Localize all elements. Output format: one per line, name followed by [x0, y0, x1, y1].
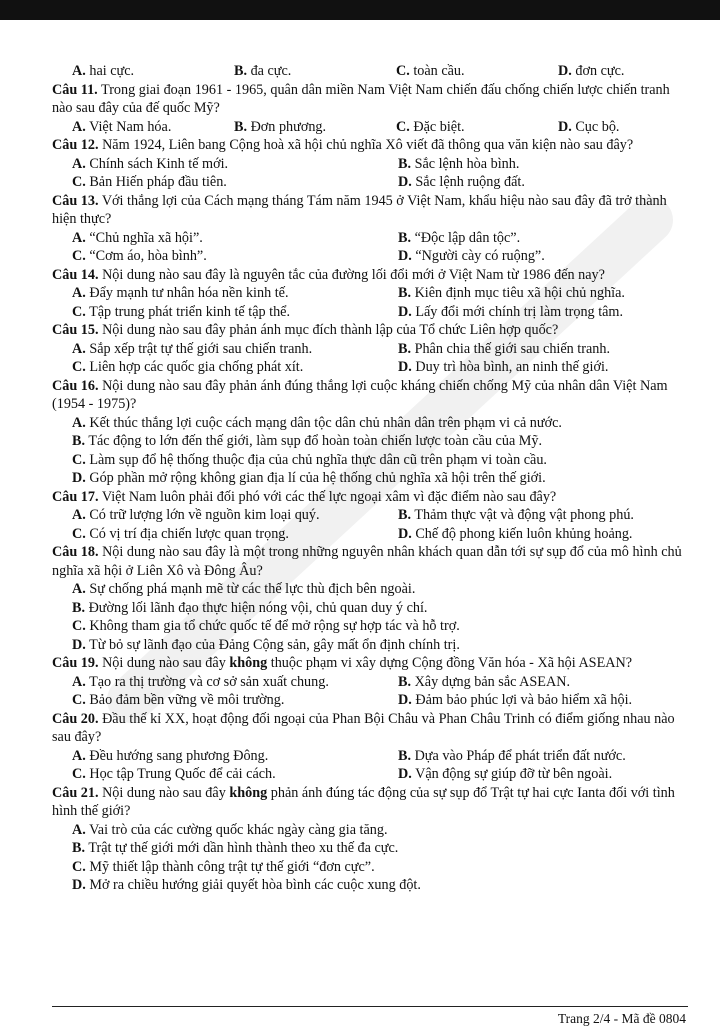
- option-label: D.: [398, 525, 412, 542]
- option-b[interactable]: [72, 432, 542, 451]
- option-a[interactable]: [72, 155, 398, 174]
- option-label: B.: [72, 599, 86, 616]
- option-label: D.: [72, 470, 86, 486]
- question-text: [52, 266, 688, 285]
- options-row: [52, 839, 688, 858]
- options-row: [52, 340, 688, 359]
- option-c[interactable]: [72, 617, 460, 636]
- option-label: C.: [72, 451, 86, 468]
- option-d[interactable]: [558, 118, 720, 137]
- option-a[interactable]: [72, 284, 398, 303]
- option-d[interactable]: [398, 358, 720, 377]
- question-text-body: Đầu thế kỉ XX, hoạt động đối ngoại của Phan Bội Châu và Phan Châu Trinh có điểm giống nhau nào sau đây?: [52, 710, 675, 745]
- option-label: C.: [72, 766, 86, 782]
- option-b[interactable]: [72, 839, 398, 858]
- question-text: [52, 543, 688, 580]
- question-text: [52, 321, 688, 340]
- top-black-bar: [0, 0, 720, 20]
- options-row: [52, 580, 688, 599]
- question-number: Câu 18.: [52, 544, 99, 560]
- option-label: B.: [398, 340, 412, 357]
- option-text: Việt Nam hóa.: [89, 118, 172, 135]
- question-number: Câu 21.: [52, 784, 99, 801]
- exam-page: [52, 62, 688, 895]
- option-label: A.: [72, 507, 86, 523]
- option-label: B.: [398, 747, 412, 764]
- options-row: [52, 432, 688, 451]
- option-d[interactable]: D. đơn cực.: [558, 63, 625, 79]
- option-d[interactable]: [398, 303, 720, 322]
- question-text: [52, 192, 688, 229]
- option-a[interactable]: [72, 747, 398, 766]
- option-b[interactable]: [398, 155, 720, 174]
- option-text: Đường lối lãnh đạo thực hiện nóng vội, chủ quan duy ý chí.: [88, 599, 428, 616]
- option-text: Duy trì hòa bình, an ninh thế giới.: [415, 359, 609, 375]
- question-text: [52, 81, 688, 118]
- question-number: Câu 16.: [52, 377, 99, 394]
- option-label: B.: [398, 507, 412, 523]
- options-row: [52, 118, 688, 137]
- option-c[interactable]: [72, 765, 398, 784]
- option-d[interactable]: [72, 876, 421, 895]
- question-block: [52, 321, 688, 377]
- question-number: Câu 12.: [52, 137, 99, 153]
- option-text: Sắc lệnh ruộng đất.: [415, 174, 525, 190]
- option-text: Vai trò của các cường quốc khác ngày càng gia tăng.: [89, 821, 388, 838]
- option-c[interactable]: [72, 303, 398, 322]
- option-b[interactable]: B. đa cực.: [234, 63, 292, 79]
- option-label: C.: [72, 525, 86, 542]
- question-text-post: phản ánh đúng tác động của sự sụp đổ Trật tự hai cực Ianta đối với tình hình thế giới?: [52, 784, 675, 819]
- option-c[interactable]: [72, 691, 398, 710]
- option-label: A.: [72, 118, 86, 135]
- option-text: Mỹ thiết lập thành công trật tự thế giới “đơn cực”.: [89, 858, 375, 875]
- options-row: [52, 525, 688, 544]
- question-number: Câu 20.: [52, 710, 99, 727]
- options-row: [52, 636, 688, 655]
- option-d[interactable]: [398, 173, 720, 192]
- options-row: [52, 247, 688, 266]
- option-label: D.: [72, 636, 86, 653]
- question-number: Câu 15.: [52, 322, 99, 338]
- option-text: Bản Hiến pháp đầu tiên.: [89, 174, 227, 190]
- option-a[interactable]: [72, 580, 415, 599]
- option-label: A.: [72, 340, 86, 357]
- option-label: D.: [398, 303, 412, 320]
- question-text-body: Với thắng lợi của Cách mạng tháng Tám năm 1945 ở Việt Nam, khẩu hiệu nào sau đây đã trở thành hiện thực?: [52, 192, 667, 227]
- options-row: [52, 358, 688, 377]
- option-label: B.: [398, 673, 412, 690]
- option-text: Lấy đổi mới chính trị làm trọng tâm.: [415, 303, 624, 320]
- option-text: Học tập Trung Quốc để cải cách.: [89, 766, 276, 782]
- option-text: Liên hợp các quốc gia chống phát xít.: [89, 359, 304, 375]
- option-label: D.: [398, 248, 412, 264]
- option-text: Từ bỏ sự lãnh đạo của Đảng Cộng sản, gây mất ổn định chính trị.: [89, 636, 460, 653]
- question-number: Câu 14.: [52, 266, 99, 283]
- option-d[interactable]: [398, 691, 720, 710]
- option-d[interactable]: [72, 469, 546, 488]
- option-text: Có vị trí địa chiến lược quan trọng.: [89, 525, 289, 542]
- question-text: [52, 488, 688, 507]
- option-c[interactable]: [72, 451, 547, 470]
- question-text: [52, 377, 688, 414]
- option-label: C.: [396, 118, 410, 135]
- option-text: “Người cày có ruộng”.: [415, 248, 545, 264]
- options-row: [52, 765, 688, 784]
- option-label: B.: [234, 118, 248, 135]
- options-row: [52, 858, 688, 877]
- option-text: Thảm thực vật và động vật phong phú.: [414, 507, 634, 523]
- option-text: Sắc lệnh hòa bình.: [414, 155, 520, 172]
- option-label: A.: [72, 285, 86, 301]
- option-text: Có trữ lượng lớn về nguồn kim loại quý.: [89, 507, 320, 523]
- option-text: Kết thúc thắng lợi cuộc cách mạng dân tộc dân chủ nhân dân trên phạm vi cả nước.: [89, 414, 562, 431]
- option-text: Tập trung phát triển kinh tế tập thể.: [89, 303, 291, 320]
- question-text-body: Việt Nam luôn phải đối phó với các thế lực ngoại xâm vì đặc điểm nào sau đây?: [101, 488, 557, 505]
- option-a[interactable]: [72, 229, 398, 248]
- option-text: Phân chia thế giới sau chiến tranh.: [414, 340, 610, 357]
- option-c[interactable]: [72, 358, 398, 377]
- options-row: [52, 821, 688, 840]
- question-block: [52, 543, 688, 654]
- question-text-emphasis: không: [229, 784, 268, 801]
- option-d[interactable]: [398, 765, 720, 784]
- option-label: D.: [398, 692, 412, 708]
- option-label: A.: [72, 821, 86, 838]
- option-text: Làm sụp đổ hệ thống thuộc địa của chủ nghĩa thực dân cũ trên phạm vi toàn cầu.: [89, 451, 547, 468]
- option-label: A.: [72, 581, 86, 597]
- option-text: Chính sách Kinh tế mới.: [89, 155, 229, 172]
- option-text: Tạo ra thị trường và cơ sở sản xuất chung.: [89, 673, 329, 690]
- option-text: “Chủ nghĩa xã hội”.: [89, 229, 203, 246]
- question-block: [52, 710, 688, 784]
- question-block: [52, 488, 688, 544]
- option-text: Cục bộ.: [575, 118, 620, 135]
- question-text-body: Nội dung nào sau đây là một trong những nguyên nhân khách quan dẫn tới sự sụp đổ của mô hình chủ nghĩa xã hội ở Liên Xô và Đông Âu?: [52, 544, 682, 579]
- question-list: [52, 81, 688, 895]
- question-text-post: thuộc phạm vi xây dựng Cộng đồng Văn hóa - Xã hội ASEAN?: [267, 655, 633, 671]
- option-text: Sự chống phá mạnh mẽ từ các thế lực thù địch bên ngoài.: [89, 581, 416, 597]
- option-b[interactable]: [72, 599, 427, 618]
- option-a[interactable]: [72, 340, 398, 359]
- question-number: Câu 13.: [52, 192, 99, 209]
- option-b[interactable]: [398, 229, 720, 248]
- option-c[interactable]: [72, 173, 398, 192]
- question-number: Câu 17.: [52, 488, 99, 505]
- option-text: Kiên định mục tiêu xã hội chủ nghĩa.: [414, 285, 625, 301]
- question-block: [52, 266, 688, 322]
- option-label: B.: [398, 285, 412, 301]
- option-b[interactable]: [234, 118, 396, 137]
- options-row: [52, 506, 688, 525]
- options-row: [52, 673, 688, 692]
- question-text-pre: Nội dung nào sau đây: [102, 784, 230, 801]
- option-b[interactable]: [398, 506, 720, 525]
- option-label: A.: [72, 673, 86, 690]
- option-c[interactable]: C. toàn cầu.: [396, 63, 465, 79]
- question-text-body: Nội dung nào sau đây phản ánh mục đích thành lập của Tổ chức Liên hợp quốc?: [102, 322, 559, 338]
- option-text: Chế độ phong kiến luôn khủng hoảng.: [415, 525, 633, 542]
- option-label: A.: [72, 155, 86, 172]
- option-label: B.: [72, 433, 86, 449]
- options-row: [52, 173, 688, 192]
- options-row: [52, 229, 688, 248]
- option-d[interactable]: [398, 525, 720, 544]
- question-text: [52, 784, 688, 821]
- option-label: A.: [72, 229, 86, 246]
- option-text: Sắp xếp trật tự thế giới sau chiến tranh.: [89, 340, 313, 357]
- option-label: A.: [72, 414, 86, 431]
- option-b[interactable]: [398, 747, 720, 766]
- option-a[interactable]: [72, 118, 234, 137]
- question-text: [52, 136, 688, 155]
- option-label: A.: [72, 747, 86, 764]
- option-text: Đảm bảo phúc lợi và bảo hiểm xã hội.: [415, 692, 633, 708]
- option-label: D.: [398, 174, 412, 190]
- question-block: [52, 192, 688, 266]
- option-text: Không tham gia tổ chức quốc tế để mở rộng sự hợp tác và hỗ trợ.: [89, 618, 460, 634]
- option-text: Góp phần mở rộng không gian địa lí của hệ thống chủ nghĩa xã hội trên thế giới.: [89, 470, 546, 486]
- option-c[interactable]: [396, 118, 558, 137]
- option-text: “Độc lập dân tộc”.: [414, 229, 521, 246]
- option-label: B.: [398, 155, 412, 172]
- option-label: D.: [398, 359, 412, 375]
- question-text-pre: Nội dung nào sau đây: [102, 655, 230, 671]
- option-a[interactable]: A. hai cực.: [72, 63, 135, 79]
- options-row: [52, 451, 688, 470]
- option-label: C.: [72, 618, 86, 634]
- option-a[interactable]: [72, 506, 398, 525]
- option-label: C.: [72, 303, 86, 320]
- option-text: Mở ra chiều hướng giải quyết hòa bình các cuộc xung đột.: [89, 877, 421, 893]
- option-text: Đều hướng sang phương Đông.: [89, 747, 269, 764]
- option-text: Bảo đảm bền vững về môi trường.: [89, 692, 285, 708]
- question-text-emphasis: không: [229, 655, 268, 671]
- option-text: Đặc biệt.: [413, 118, 465, 135]
- option-c[interactable]: [72, 247, 398, 266]
- option-b[interactable]: [398, 673, 720, 692]
- option-label: C.: [72, 359, 86, 375]
- question-text: [52, 654, 688, 673]
- options-row: [52, 469, 688, 488]
- option-text: Xây dựng bản sắc ASEAN.: [414, 673, 571, 690]
- options-row: [52, 617, 688, 636]
- question-block: [52, 81, 688, 137]
- options-row: [52, 155, 688, 174]
- footer-divider: [52, 1006, 688, 1007]
- option-a[interactable]: [72, 821, 388, 840]
- question-number: Câu 11.: [52, 81, 98, 98]
- question-number: Câu 19.: [52, 655, 99, 671]
- option-text: Đơn phương.: [250, 118, 327, 135]
- option-label: D.: [72, 877, 86, 893]
- option-a[interactable]: [72, 673, 398, 692]
- page-footer: Trang 2/4 - Mã đề 0804: [557, 1011, 686, 1026]
- option-c[interactable]: [72, 858, 375, 877]
- option-label: D.: [558, 118, 572, 135]
- option-a[interactable]: [72, 414, 562, 433]
- options-row: [52, 414, 688, 433]
- question-text: [52, 710, 688, 747]
- option-c[interactable]: [72, 525, 398, 544]
- option-label: D.: [398, 766, 412, 782]
- option-text: Dựa vào Pháp để phát triển đất nước.: [414, 747, 626, 764]
- options-row: [52, 284, 688, 303]
- question-block: [52, 654, 688, 710]
- option-text: Tác động to lớn đến thế giới, làm sụp đổ hoàn toàn chiến lược toàn cầu của Mỹ.: [88, 433, 543, 449]
- option-label: C.: [72, 858, 86, 875]
- question-text-body: Nội dung nào sau đây là nguyên tắc của đường lối đổi mới ở Việt Nam từ 1986 đến nay?: [102, 266, 605, 283]
- option-text: Trật tự thế giới mới dần hình thành theo xu thế đa cực.: [88, 840, 399, 856]
- options-row: [52, 876, 688, 895]
- option-text: “Cơm áo, hòa bình”.: [89, 248, 207, 264]
- option-text: Vận động sự giúp đỡ từ bên ngoài.: [415, 766, 613, 782]
- options-row: [52, 303, 688, 322]
- question-block: [52, 136, 688, 192]
- option-label: B.: [72, 840, 86, 856]
- option-label: C.: [72, 174, 86, 190]
- option-label: C.: [72, 692, 86, 708]
- option-b[interactable]: [398, 284, 720, 303]
- question-block: [52, 784, 688, 895]
- question-text-body: Nội dung nào sau đây phản ánh đúng thắng lợi cuộc kháng chiến chống Mỹ của nhân dân Việt Nam (1954 - 1975)?: [52, 377, 668, 412]
- question-text-body: Năm 1924, Liên bang Cộng hoà xã hội chủ nghĩa Xô viết đã thông qua văn kiện nào sau đây?: [102, 137, 634, 153]
- options-row: [52, 599, 688, 618]
- question-text-body: Trong giai đoạn 1961 - 1965, quân dân miền Nam Việt Nam chiến đấu chống chiến lược chiến tranh nào sau đây của đế quốc Mỹ?: [52, 81, 670, 116]
- option-d[interactable]: [398, 247, 720, 266]
- option-label: B.: [398, 229, 412, 246]
- options-row: [52, 747, 688, 766]
- option-b[interactable]: [398, 340, 720, 359]
- q10-options: [52, 62, 688, 81]
- options-row: [52, 691, 688, 710]
- option-text: Đẩy mạnh tư nhân hóa nền kinh tế.: [89, 285, 289, 301]
- option-d[interactable]: [72, 636, 460, 655]
- option-label: C.: [72, 248, 86, 264]
- question-block: [52, 377, 688, 488]
